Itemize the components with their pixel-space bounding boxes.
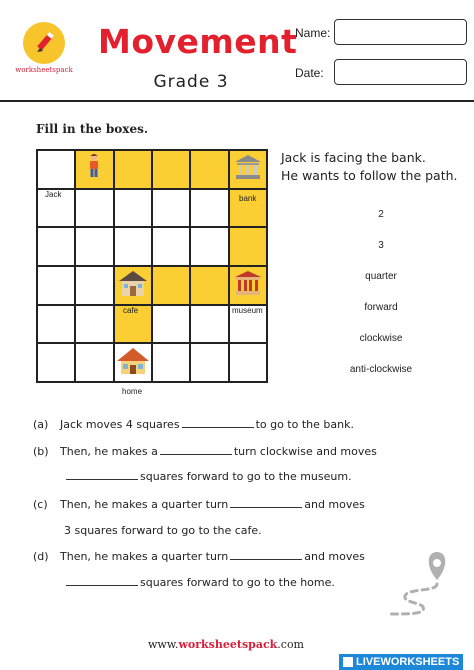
- question-letter: (a): [33, 418, 49, 431]
- path-cell: [190, 266, 228, 305]
- question-text: squares forward to go to the museum.: [140, 470, 352, 483]
- grid-cell: [37, 343, 75, 382]
- grid-cell: [190, 305, 228, 344]
- word-bank-item[interactable]: forward: [364, 302, 398, 313]
- liveworksheets-logo-icon: [343, 657, 353, 667]
- grid-cell: [75, 189, 113, 228]
- question-text: Then, he makes a quarter turn: [60, 550, 229, 563]
- museum-label: museum: [232, 306, 263, 315]
- grid-cell: [152, 189, 190, 228]
- bank-label: bank: [239, 194, 257, 203]
- path-cell: [75, 150, 113, 189]
- home-label: home: [122, 387, 143, 396]
- url-suffix: .com: [277, 638, 304, 651]
- question-text: Jack moves 4 squares: [60, 418, 180, 431]
- pencil-logo-icon: [23, 22, 65, 64]
- grid-cell: [75, 227, 113, 266]
- answer-blank-b1[interactable]: [160, 454, 232, 455]
- story-line-2: He wants to follow the path.: [281, 168, 458, 183]
- word-bank-item[interactable]: 3: [378, 240, 384, 251]
- grid-cell: [37, 227, 75, 266]
- path-cell: [114, 266, 152, 305]
- question-text: and moves: [304, 550, 365, 563]
- answer-blank-d1[interactable]: [230, 559, 302, 560]
- question-d-continued: [64, 576, 335, 589]
- cafe-icon: [118, 269, 148, 304]
- jack-label: Jack: [45, 190, 62, 199]
- grid-cell: [190, 227, 228, 266]
- question-c: [33, 498, 365, 511]
- page-title: Movement: [98, 22, 298, 61]
- question-text: Then, he makes a: [60, 445, 158, 458]
- question-text: to go to the bank.: [255, 418, 354, 431]
- url-prefix: www.: [148, 638, 179, 651]
- question-d: [33, 550, 365, 563]
- bank-icon: [234, 153, 262, 186]
- grid-cell: [114, 189, 152, 228]
- cafe-label: cafe: [123, 306, 139, 315]
- question-text: Then, he makes a quarter turn: [60, 498, 229, 511]
- answer-blank-c[interactable]: [230, 507, 302, 508]
- grid-cell: [114, 227, 152, 266]
- answer-blank-b2[interactable]: [66, 479, 138, 480]
- grid-cell: [37, 305, 75, 344]
- url-brand: worksheetspack: [178, 638, 278, 651]
- path-cell: [229, 266, 267, 305]
- grid-cell: [37, 150, 75, 189]
- grid-cell: [190, 343, 228, 382]
- grid-cell: [75, 266, 113, 305]
- grid-cell: [152, 305, 190, 344]
- question-text: 3 squares forward to go to the cafe.: [64, 524, 262, 537]
- grade-subtitle: Grade 3: [153, 72, 229, 92]
- header-divider: [0, 100, 474, 102]
- logo-text: worksheetspack: [15, 66, 73, 74]
- question-text: and moves: [304, 498, 365, 511]
- name-label: Name:: [295, 26, 331, 40]
- grid-cell: [75, 343, 113, 382]
- answer-blank-d2[interactable]: [66, 585, 138, 586]
- path-cell: [229, 150, 267, 189]
- question-a: [33, 418, 354, 431]
- question-text: squares forward to go to the home.: [140, 576, 335, 589]
- grid-cell: [152, 227, 190, 266]
- path-cell: [152, 150, 190, 189]
- question-letter: (d): [33, 550, 49, 563]
- word-bank-item[interactable]: 2: [378, 209, 384, 220]
- word-bank-item[interactable]: clockwise: [359, 333, 403, 344]
- word-bank-item[interactable]: quarter: [365, 271, 397, 282]
- movement-grid: [36, 149, 268, 383]
- grid-cell: [114, 343, 152, 382]
- path-cell: [152, 266, 190, 305]
- word-bank-item[interactable]: anti-clockwise: [349, 364, 413, 375]
- badge-text: LIVEWORKSHEETS: [356, 656, 460, 668]
- house-icon: [116, 346, 150, 381]
- path-cell: [114, 150, 152, 189]
- museum-icon: [234, 269, 262, 302]
- path-cell: [229, 227, 267, 266]
- name-field[interactable]: [334, 19, 467, 45]
- question-text: turn clockwise and moves: [233, 445, 377, 458]
- grid-cell: [152, 343, 190, 382]
- map-route-icon: [377, 540, 457, 625]
- question-letter: (c): [33, 498, 48, 511]
- question-letter: (b): [33, 445, 49, 458]
- question-c-continued: [64, 524, 262, 537]
- path-cell: [190, 150, 228, 189]
- story-text: [281, 149, 458, 185]
- date-label: Date:: [295, 66, 324, 80]
- grid-cell: [37, 266, 75, 305]
- story-line-1: Jack is facing the bank.: [281, 150, 426, 165]
- question-b: [33, 445, 377, 458]
- answer-blank-a[interactable]: [182, 427, 254, 428]
- grid-cell: [75, 305, 113, 344]
- grid-cell: [190, 189, 228, 228]
- date-field[interactable]: [334, 59, 467, 85]
- instruction-heading: Fill in the boxes.: [36, 122, 149, 136]
- grid-cell: [229, 343, 267, 382]
- boy-icon: [87, 153, 101, 184]
- footer-url[interactable]: [148, 638, 304, 651]
- question-b-continued: [64, 470, 352, 483]
- worksheetspack-logo: [10, 22, 78, 74]
- liveworksheets-badge[interactable]: [339, 654, 463, 670]
